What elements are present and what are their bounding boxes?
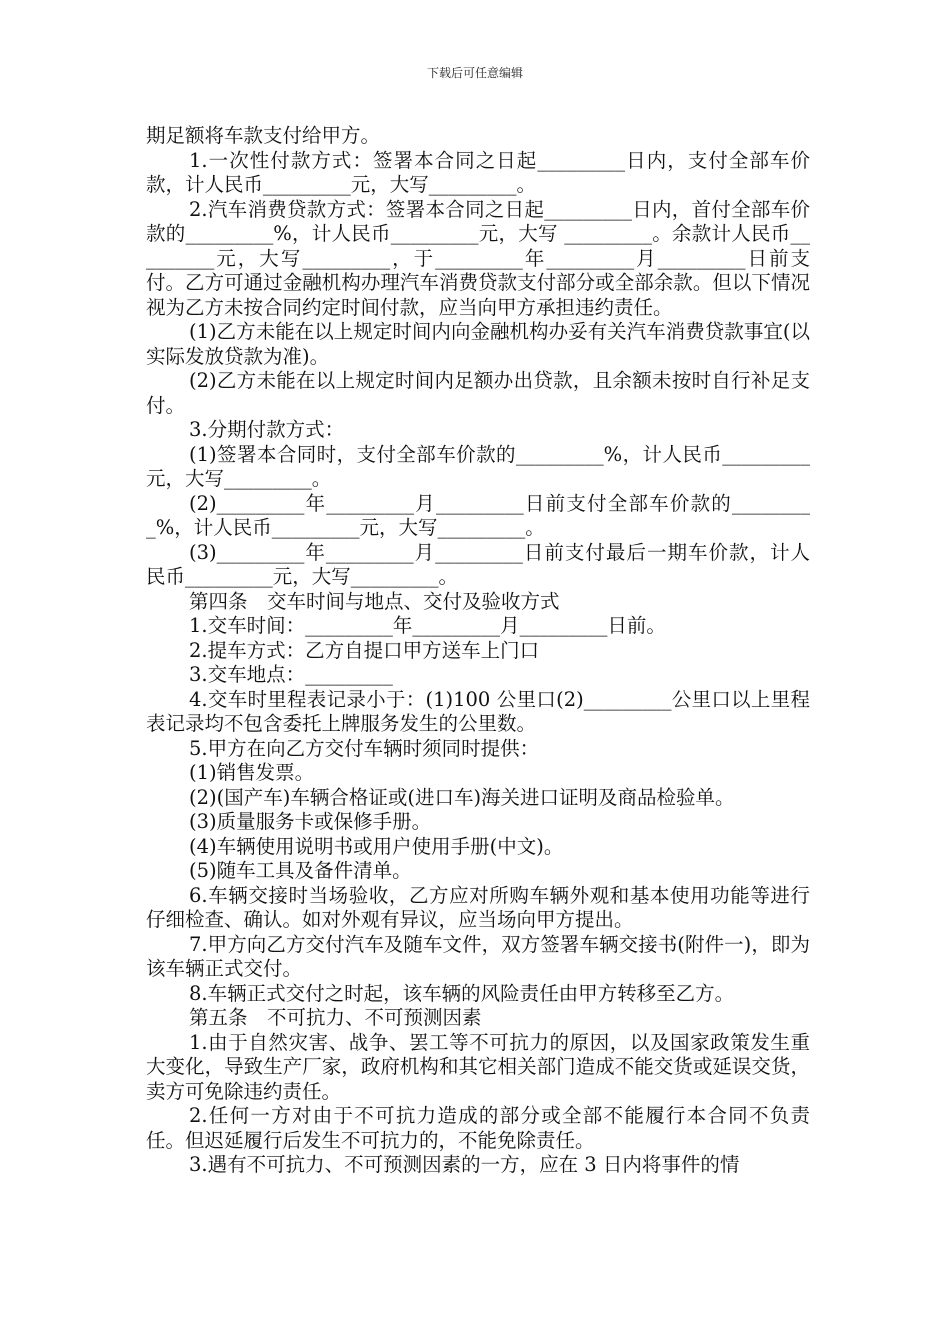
paragraph-loan-condition-2: (2)乙方未能在以上规定时间内足额办出贷款，且余额未按时自行补足支付。 (146, 369, 810, 417)
paragraph-delivery-time: 1.交车时间：_________年_________月_________日前。 (189, 614, 666, 637)
paragraph-loan-condition-1: (1)乙方未能在以上规定时间内向金融机构办妥有关汽车消费贷款事宜(以实际发放贷款为准)。 (146, 320, 810, 368)
paragraph-document-warranty: (3)质量服务卡或保修手册。 (189, 810, 432, 833)
paragraph-document-invoice: (1)销售发票。 (189, 761, 315, 784)
article-5-heading: 第五条 不可抗力、不可预测因素 (189, 1006, 482, 1029)
paragraph-risk-transfer: 8.车辆正式交付之时起，该车辆的风险责任由甲方转移至乙方。 (189, 981, 735, 1005)
paragraph-handover: 7.甲方向乙方交付汽车及随车文件，双方签署车辆交接书(附件一)，即为该车辆正式交付。 (146, 932, 810, 980)
paragraph-document-certificate: (2)(国产车)车辆合格证或(进口车)海关进口证明及商品检验单。 (189, 785, 735, 809)
paragraph-pickup-method: 2.提车方式：乙方自提口甲方送车上门口 (189, 638, 540, 662)
paragraph-consumer-loan: 2.汽车消费贷款方式：签署本合同之日起_________日内，首付全部车价款的_________%，计人民币_________元，大写 _________。余款计人民币_________元，大写_________，于_________年_________月_________日前支付。乙方可通过金融机构办理汽车消费贷款支付部分或全部余款。但以下情况视为乙方未按合同约定时间付款，应当向甲方承担违约责任。 (146, 197, 810, 319)
paragraph-installment-2: (2)_________年_________月_________日前支付全部车价款的_________%，计人民币_________元，大写_________。 (146, 491, 810, 539)
article-4-heading: 第四条 交车时间与地点、交付及验收方式 (189, 589, 560, 613)
paragraph-force-majeure-2: 2.任何一方对由于不可抗力造成的部分或全部不能履行本合同不负责任。但迟延履行后发生不可抗力的，不能免除责任。 (146, 1104, 810, 1152)
paragraph-delivery-location: 3.交车地点：_________ (189, 663, 393, 686)
paragraph-document-manual: (4)车辆使用说明书或用户使用手册(中文)。 (189, 834, 564, 858)
paragraph-installment-heading: 3.分期付款方式： (189, 418, 345, 441)
paragraph-force-majeure-1: 1.由于自然灾害、战争、罢工等不可抗力的原因，以及国家政策发生重大变化，导致生产厂家，政府机构和其它相关部门造成不能交货或延误交货，卖方可免除违约责任。 (146, 1030, 810, 1103)
contract-body (146, 124, 810, 1178)
paragraph-lump-sum-payment: 1.一次性付款方式：签署本合同之日起_________日内，支付全部车价款，计人民币_________元，大写_________。 (146, 148, 810, 196)
header-note: 下载后可任意编辑 (426, 66, 523, 80)
paragraph-continuation: 期足额将车款支付给甲方。 (146, 124, 381, 147)
paragraph-installment-1: (1)签署本合同时，支付全部车价款的_________%，计人民币_________元，大写_________。 (146, 442, 810, 490)
paragraph-documents-heading: 5.甲方在向乙方交付车辆时须同时提供： (189, 736, 540, 760)
paragraph-inspection: 6.车辆交接时当场验收，乙方应对所购车辆外观和基本使用功能等进行仔细检查、确认。如对外观有异议，应当场向甲方提出。 (146, 883, 810, 931)
paragraph-odometer: 4.交车时里程表记录小于：(1)100 公里口(2)_________公里口以上里程表记录均不包含委托上牌服务发生的公里数。 (146, 687, 810, 735)
paragraph-force-majeure-3: 3.遇有不可抗力、不可预测因素的一方，应在 3 日内将事件的情 (189, 1153, 740, 1176)
paragraph-document-tools: (5)随车工具及备件清单。 (189, 859, 412, 882)
paragraph-installment-3: (3)_________年_________月_________日前支付最后一期车价款，计人民币_________元，大写_________。 (146, 540, 810, 588)
